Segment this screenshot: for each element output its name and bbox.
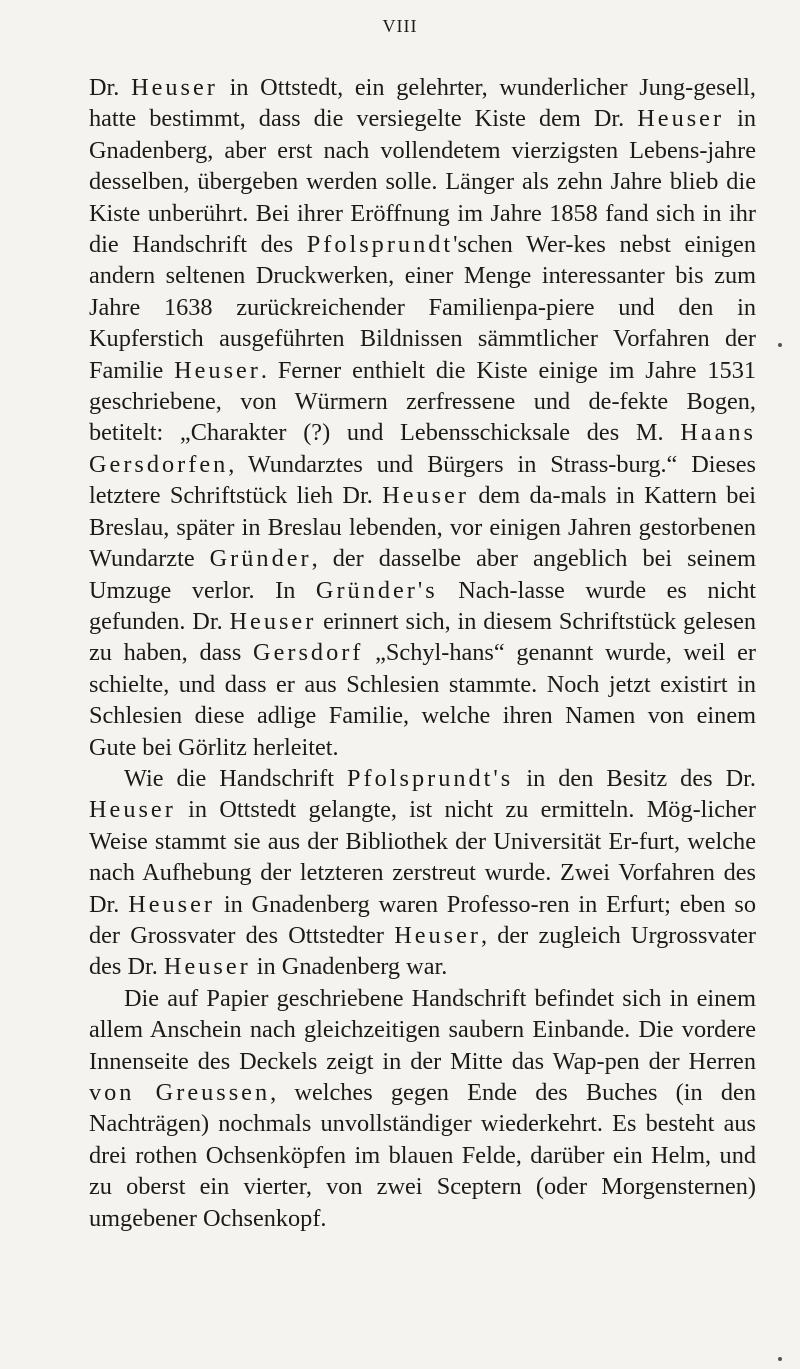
text-run: „Schyl-hans“ genannt wurde, weil er schielte, und dass er aus Schlesien stammte. Noch jetzt existirt in Schlesien diese adlige Familie, welche ihren Namen von einem Gute bei Görlitz herleitet. [89, 639, 756, 761]
text-run: , der dasselbe aber angeblich bei seinem Umzuge verlor. In [89, 545, 756, 604]
spaced-name: Heuser [229, 607, 317, 635]
text-run: in Gnadenberg, aber erst nach vollendetem vierzigsten Lebens-jahre desselben, übergeben werden solle. Länger als zehn Jahre blieb die Kiste unberührt. Bei ihrer Eröffnung im Jahre 1858 fand sich in ihr die Handschrift des [89, 105, 756, 259]
spaced-name: Gersdorf [253, 639, 364, 667]
paragraph [89, 72, 756, 763]
spaced-name: Pfolsprundt's [347, 764, 514, 792]
paragraph [89, 983, 756, 1234]
spaced-name: Haans Gersdorfen [89, 419, 756, 478]
text-run: , der zugleich Urgrossvater des Dr. [89, 921, 756, 981]
spaced-name: Gründer's [315, 576, 438, 604]
text-run: Die auf Papier geschriebene Handschrift befindet sich in einem allem Anschein nach gleichzeitigen saubern Einbande. Die vordere Innenseite des Deckels zeigt in der Mitte das Wap-pen der Herren [89, 984, 756, 1075]
text-run: Nach-lasse wurde es nicht gefunden. Dr. [89, 576, 756, 635]
text-run: in Gnadenberg war. [250, 953, 448, 981]
text-run: erinnert sich, in diesem Schriftstück gelesen zu haben, dass [89, 607, 756, 667]
text-run: Dr. [89, 74, 132, 101]
text-run: , Wundarztes und Bürgers in Strass-burg.“ Dieses letztere Schriftstück lieh Dr. [89, 450, 756, 510]
spaced-name: Heuser [382, 482, 469, 510]
spaced-name: Heuser [89, 796, 176, 824]
spaced-name: Pfolsprundt [306, 231, 454, 259]
spaced-name: Heuser [131, 74, 218, 101]
spaced-name: Heuser [163, 953, 251, 981]
spaced-name: Gründer [209, 545, 312, 573]
text-run: in Ottstedt gelangte, ist nicht zu ermitteln. Mög-licher Weise stammt sie aus der Bibliothek der Universität Er-furt, welche nach Aufhebung der letzteren zerstreut wurde. Zwei Vorfahren des Dr. [89, 796, 756, 918]
margin-mark [778, 343, 782, 347]
spaced-name: von Greussen [89, 1079, 271, 1106]
text-run: . Ferner enthielt die Kiste einige im Jahre 1531 geschriebene, von Würmern zerfressene und de-fekte Bogen, betitelt: „Charakter (?) und Lebensschicksale des M. [89, 356, 756, 447]
body-text [89, 72, 756, 1234]
page-number: VIII [382, 16, 418, 36]
text-run: Wie die Handschrift [124, 764, 348, 792]
text-run: in Gnadenberg waren Professo-ren in Erfurt; eben so der Grossvater des Ottstedter [89, 890, 756, 949]
text-run: , welches gegen Ende des Buches (in den Nachträgen) nochmals unvollständiger wiederkehrt. Es besteht aus drei rothen Ochsenköpfen im blauen Felde, darüber ein Helm, und zu oberst ein vierter, von zwei Sceptern (oder Morgensternen) umgebener Ochsenkopf. [89, 1079, 756, 1232]
spaced-name: Heuser [174, 356, 261, 384]
spaced-name: Heuser [637, 105, 725, 133]
text-run: in den Besitz des Dr. [513, 764, 756, 792]
text-run: 'schen Wer-kes nebst einigen andern seltenen Druckwerken, einer Menge interessanter bis zum Jahre 1638 zurückreichender Familienpa-piere und den in Kupferstich ausgeführten Bildnissen sämmtlicher Vorfahren der Familie [89, 231, 756, 384]
spaced-name: Heuser [394, 921, 481, 949]
text-run: dem da-mals in Kattern bei Breslau, später in Breslau lebenden, vor einigen Jahren gestorbenen Wundarzte [89, 482, 756, 573]
paragraph [89, 763, 756, 983]
text-run: in Ottstedt, ein gelehrter, wunderlicher Jung-gesell, hatte bestimmt, dass die versiegelte Kiste dem Dr. [89, 74, 756, 133]
margin-mark [778, 1357, 782, 1361]
spaced-name: Heuser [128, 890, 215, 918]
